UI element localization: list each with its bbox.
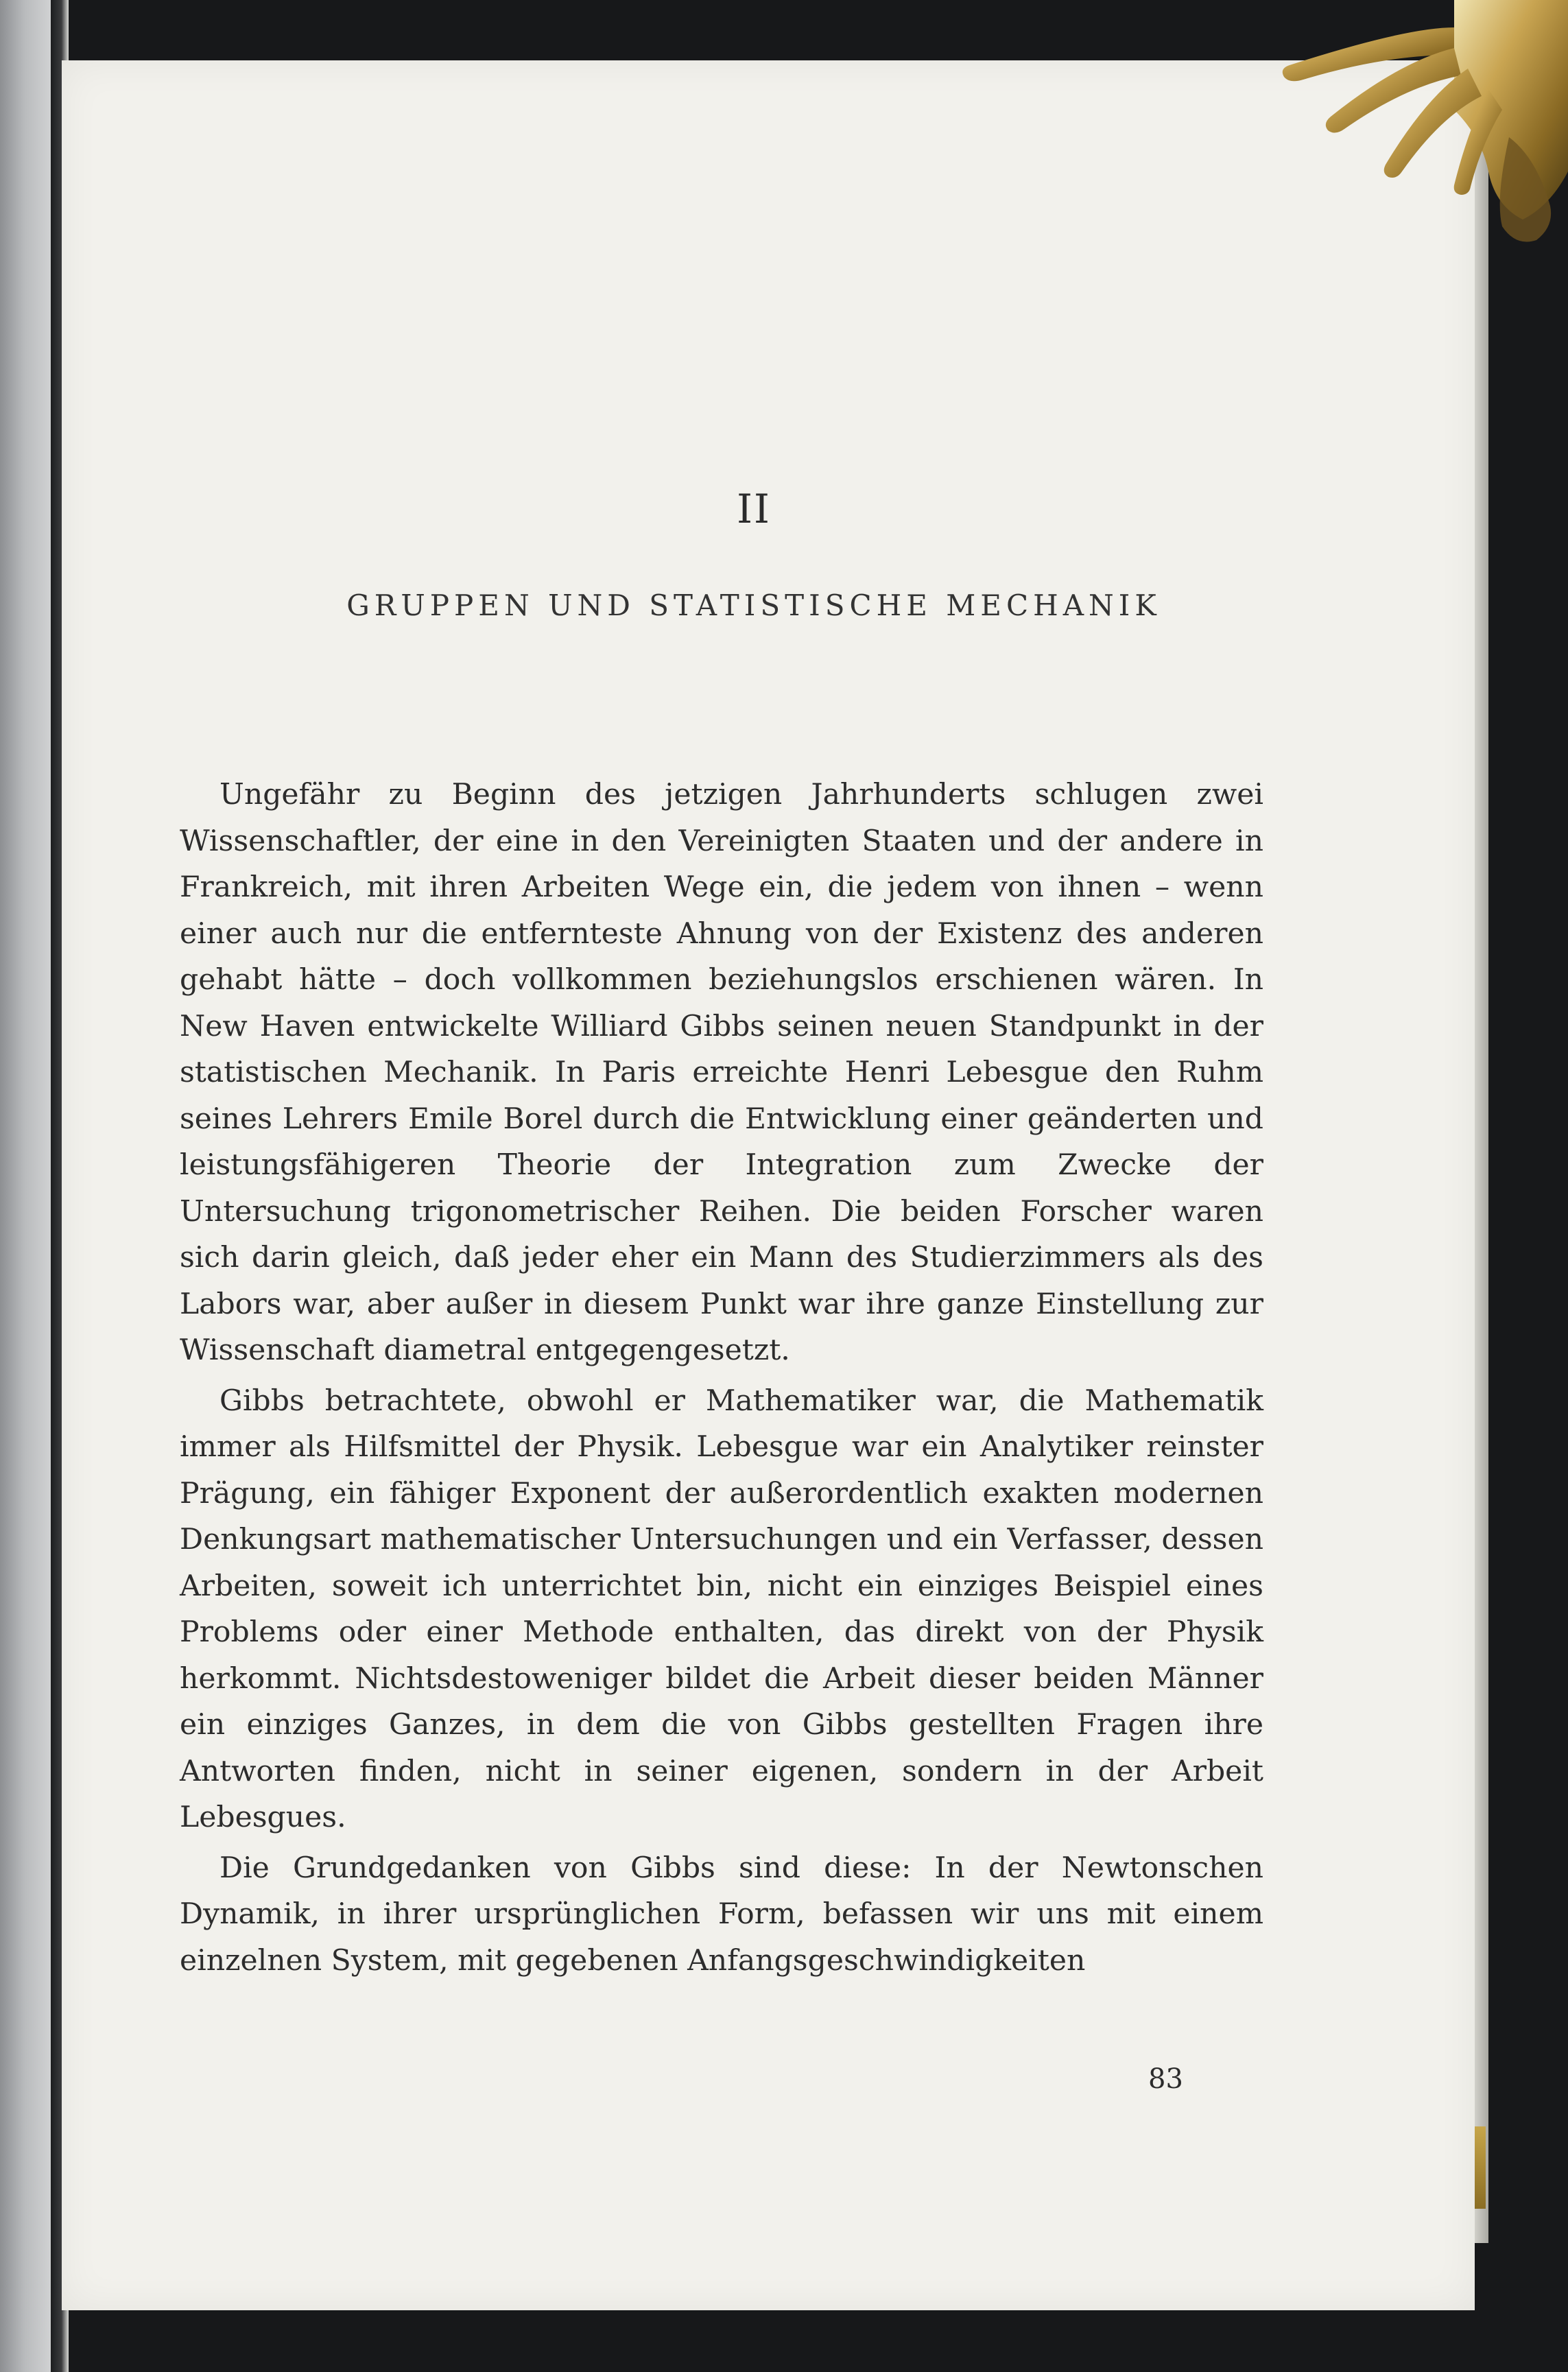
bronze-hand-bookweight-icon (1248, 0, 1568, 316)
page-number: 83 (1148, 2063, 1183, 2095)
facing-page-edge (0, 0, 55, 2372)
paragraph-3: Die Grundgedanken von Gibbs sind diese: In der Newtonschen Dynamik, in ihrer ursprünglichen Form, befassen wir uns mit einem einzelnen System, mit gegebenen Anfangsgeschwindigkeiten (180, 1851, 1263, 1978)
chapter-number: II (737, 486, 771, 532)
paragraph-2: Gibbs betrachtete, obwohl er Mathematiker war, die Mathematik immer als Hilfsmittel der Physik. Lebesgue war ein Analytiker reinster Prägung, ein fähiger Exponent der außerordentlich exakten modernen Denkungsart mathematischer Untersuchungen und ein Verfasser, dessen Arbeiten, soweit ich unterrichtet bin, nicht ein einziges Beispiel eines Problems oder einer Methode enthalten, das direkt von der Physik herkommt. Nichtsdestoweniger bildet die Arbeit dieser beiden Männer ein einziges Ganzes, in dem die von Gibbs gestellten Fragen ihre Antworten finden, nicht in seiner eigenen, sondern in der Arbeit Lebesgues. (180, 1384, 1263, 1834)
chapter-title: GRUPPEN UND STATISTISCHE MECHANIK (346, 589, 1161, 622)
gilt-edge (1473, 2126, 1486, 2209)
body-text (180, 772, 1263, 1988)
book-page (62, 60, 1475, 2310)
paragraph-1: Ungefähr zu Beginn des jetzigen Jahrhunderts schlugen zwei Wissenschaftler, der eine in den Vereinigten Staaten und der andere in Frankreich, mit ihren Arbeiten Wege ein, die jedem von ihnen – wenn einer auch nur die entfernteste Ahnung von der Existenz des anderen gehabt hätte – doch vollkommen beziehungslos erschienen wären. In New Haven entwickelte Williard Gibbs seinen neuen Standpunkt in der statistischen Mechanik. In Paris erreichte Henri Lebesgue den Ruhm seines Lehrers Emile Borel durch die Entwicklung einer geänderten und leistungsfähigeren Theorie der Integration zum Zwecke der Untersuchung trigonometrischer Reihen. Die beiden Forscher waren sich darin gleich, daß jeder eher ein Mann des Studierzimmers als des Labors war, aber außer in diesem Punkt war ihre ganze Einstellung zur Wissenschaft diametral entgegengesetzt. (180, 778, 1263, 1367)
